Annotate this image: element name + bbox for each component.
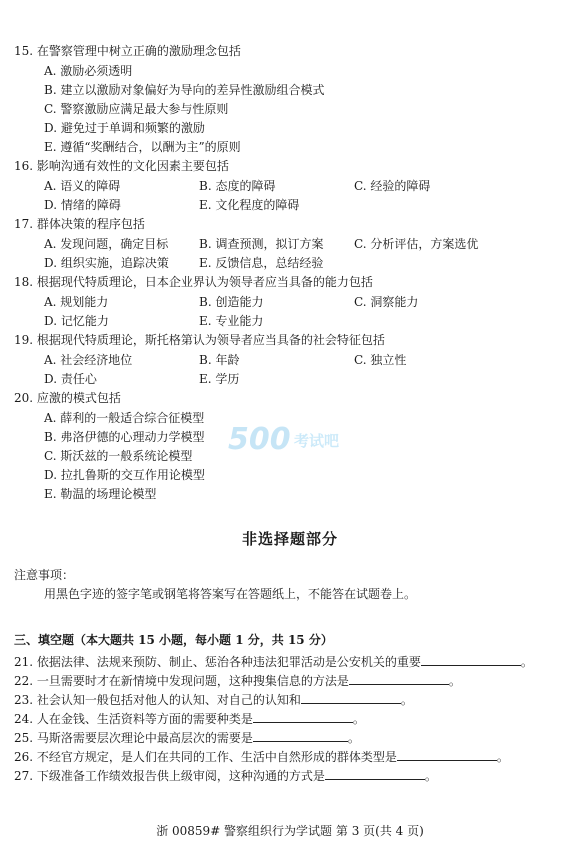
fill-item-suffix: 。 [448,674,461,688]
q19-option-b: B. 年龄 [199,353,240,367]
watermark-logo-icon [226,416,350,460]
q16-option-e: E. 文化程度的障碍 [199,198,300,212]
q19-option-a: A. 社会经济地位 [44,353,133,367]
q15-option-b: B. 建立以激励对象偏好为导向的差异性激励组合模式 [44,83,325,97]
svg-text:考试吧: 考试吧 [294,432,340,450]
fill-item-21 [14,653,533,671]
fill-item-text: 25. 马斯洛需要层次理论中最高层次的需要是 [14,731,253,745]
notice-title: 注意事项： [14,568,75,582]
answer-blank [397,749,497,761]
q20-option-e: E. 勒温的场理论模型 [44,487,157,501]
q15-option-d: D. 避免过于单调和频繁的激励 [44,121,205,135]
fill-item-suffix: 。 [424,769,437,783]
question-17-stem: 17. 群体决策的程序包括 [14,217,145,231]
answer-blank [421,654,521,666]
q18-option-e: E. 专业能力 [199,314,264,328]
q15-option-e: E. 遵循“奖酬结合，以酬为主”的原则 [44,140,241,154]
answer-blank [253,730,348,742]
q20-option-d: D. 拉扎鲁斯的交互作用论模型 [44,468,205,482]
fill-item-23 [14,691,413,709]
fill-item-suffix: 。 [347,731,360,745]
page-footer: 浙 00859# 警察组织行为学试题 第 3 页(共 4 页) [156,824,424,838]
fill-item-suffix: 。 [496,750,509,764]
fill-item-text: 26. 不经官方规定，是人们在共同的工作、生活中自然形成的群体类型是 [14,750,397,764]
question-18-stem: 18. 根据现代特质理论，日本企业界认为领导者应当具备的能力包括 [14,275,373,289]
part3-title: 三、填空题（本大题共 15 小题，每小题 1 分，共 15 分） [14,633,333,647]
question-15-stem: 15. 在警察管理中树立正确的激励理念包括 [14,44,241,58]
fill-item-22 [14,672,461,690]
question-19-stem: 19. 根据现代特质理论，斯托格第认为领导者应当具备的社会特征包括 [14,333,385,347]
q19-option-e: E. 学历 [199,372,240,386]
fill-item-suffix: 。 [400,693,413,707]
fill-item-27 [14,767,437,785]
question-20-stem: 20. 应激的模式包括 [14,391,121,405]
q16-option-d: D. 情绪的障碍 [44,198,121,212]
answer-blank [325,768,425,780]
answer-blank [349,673,449,685]
q17-option-e: E. 反馈信息，总结经验 [199,256,324,270]
q18-option-d: D. 记忆能力 [44,314,109,328]
q15-option-a: A. 激励必须透明 [44,64,133,78]
q18-option-b: B. 创造能力 [199,295,264,309]
answer-blank [253,711,353,723]
fill-item-text: 21. 依据法律、法规来预防、制止、惩治各种违法犯罪活动是公安机关的重要 [14,655,421,669]
q20-option-b: B. 弗洛伊德的心理动力学模型 [44,430,205,444]
notice-text: 用黑色字迹的签字笔或钢笔将答案写在答题纸上，不能答在试题卷上。 [44,587,417,601]
watermark-logo [226,416,350,460]
fill-item-suffix: 。 [520,655,533,669]
fill-item-24 [14,710,365,728]
q17-option-c: C. 分析评估，方案选优 [354,237,479,251]
fill-item-text: 27. 下级准备工作绩效报告供上级审阅，这种沟通的方式是 [14,769,325,783]
question-16-stem: 16. 影响沟通有效性的文化因素主要包括 [14,159,229,173]
fill-item-text: 23. 社会认知一般包括对他人的认知、对自己的认知和 [14,693,301,707]
svg-text:500: 500 [228,422,291,457]
q20-option-c: C. 斯沃兹的一般系统论模型 [44,449,193,463]
section-title: 非选择题部分 [241,530,338,548]
q18-option-c: C. 洞察能力 [354,295,419,309]
q19-option-c: C. 独立性 [354,353,407,367]
fill-item-text: 24. 人在金钱、生活资料等方面的需要种类是 [14,712,253,726]
q19-option-d: D. 责任心 [44,372,97,386]
fill-item-text: 22. 一旦需要时才在新情境中发现问题，这种搜集信息的方法是 [14,674,349,688]
q15-option-c: C. 警察激励应满足最大参与性原则 [44,102,229,116]
answer-blank [301,692,401,704]
fill-item-25 [14,729,360,747]
q16-option-b: B. 态度的障碍 [199,179,276,193]
fill-item-26 [14,748,509,766]
q16-option-a: A. 语义的障碍 [44,179,121,193]
q20-option-a: A. 薛利的一般适合综合征模型 [44,411,205,425]
fill-item-suffix: 。 [352,712,365,726]
q17-option-a: A. 发现问题，确定目标 [44,237,169,251]
q16-option-c: C. 经验的障碍 [354,179,431,193]
q17-option-d: D. 组织实施，追踪决策 [44,256,169,270]
q17-option-b: B. 调查预测，拟订方案 [199,237,324,251]
q18-option-a: A. 规划能力 [44,295,109,309]
